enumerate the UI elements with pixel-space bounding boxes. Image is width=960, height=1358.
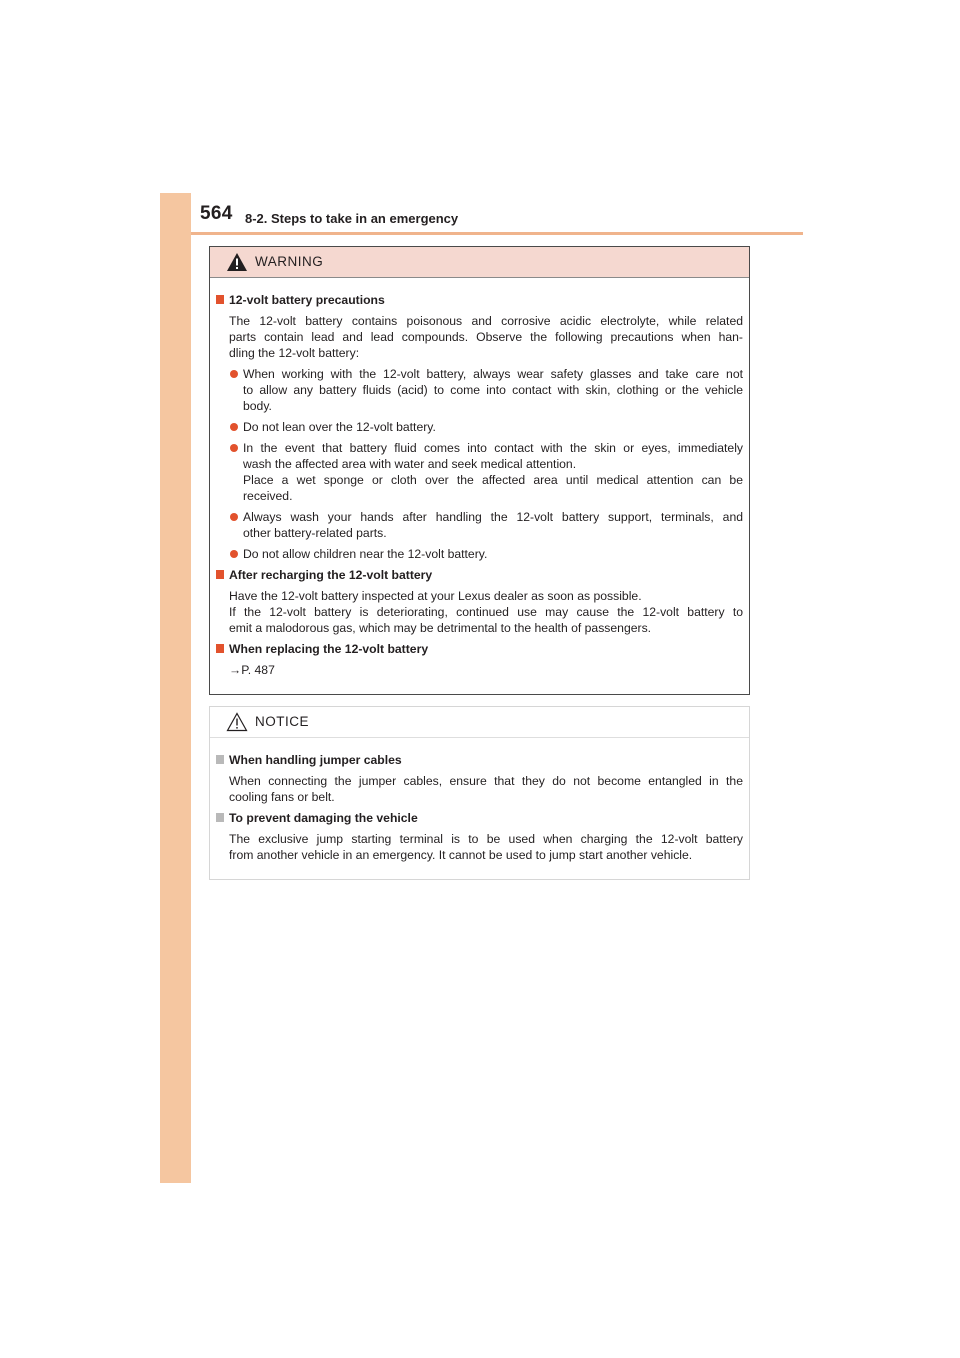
header-rule xyxy=(191,232,803,235)
text-line: Do not lean over the 12-volt battery. xyxy=(243,420,436,434)
text-line: wash the affected area with water and seek medical attention. xyxy=(243,457,577,471)
notice-header xyxy=(210,707,749,738)
heading-text: When replacing the 12-volt battery xyxy=(229,642,429,656)
text-line: emit a malodorous gas, which may be detrimental to the health of passengers. xyxy=(229,621,652,635)
side-color-strip xyxy=(160,193,191,1183)
text-line: cooling fans or belt. xyxy=(229,790,335,804)
text-line: parts contain lead and lead compounds. Observe the following precautions when han- xyxy=(229,330,743,344)
warning-header xyxy=(210,247,749,278)
notice-box xyxy=(209,706,750,880)
section-heading xyxy=(216,810,743,826)
round-bullet-icon xyxy=(230,513,238,521)
text-line: Do not allow children near the 12-volt battery. xyxy=(243,547,488,561)
square-bullet-icon xyxy=(216,813,224,822)
text-line: other battery-related parts. xyxy=(243,526,387,540)
text-line: If the 12-volt battery is deteriorating, continued use may cause the 12-volt battery to xyxy=(229,605,743,619)
bullet-item xyxy=(216,440,743,504)
heading-text: 12-volt battery precautions xyxy=(229,293,385,307)
bullet-item xyxy=(216,366,743,414)
text-line: The exclusive jump starting terminal is to be used when charging the 12-volt battery xyxy=(229,832,743,846)
section-heading xyxy=(216,567,743,583)
paragraph xyxy=(216,313,743,361)
square-bullet-icon xyxy=(216,570,224,579)
paragraph xyxy=(216,831,743,863)
text-line: Place a wet sponge or cloth over the affected area until medical attention can be xyxy=(243,473,743,487)
heading-text: When handling jumper cables xyxy=(229,753,402,767)
warning-triangle-icon xyxy=(226,252,248,272)
bullet-item xyxy=(216,419,743,435)
paragraph xyxy=(216,773,743,805)
caution-triangle-icon xyxy=(226,712,248,732)
heading-text: To prevent damaging the vehicle xyxy=(229,811,418,825)
warning-label: WARNING xyxy=(255,254,324,269)
notice-body xyxy=(210,738,749,863)
warning-body xyxy=(210,278,749,678)
section-heading xyxy=(216,641,743,657)
section-heading xyxy=(216,292,743,308)
paragraph xyxy=(216,662,743,678)
text-line: When connecting the jumper cables, ensure that they do not become entangled in the xyxy=(229,774,743,788)
notice-label: NOTICE xyxy=(255,714,310,729)
text-line: body. xyxy=(243,399,272,413)
text-line: received. xyxy=(243,489,293,503)
square-bullet-icon xyxy=(216,644,224,653)
text-line: Always wash your hands after handling the 12-volt battery support, terminals, and xyxy=(243,510,743,524)
paragraph xyxy=(216,588,743,636)
section-title: 8-2. Steps to take in an emergency xyxy=(245,211,459,226)
bullet-item xyxy=(216,546,743,562)
bullet-item xyxy=(216,509,743,541)
page-reference: →P. 487 xyxy=(229,663,275,677)
round-bullet-icon xyxy=(230,550,238,558)
heading-text: After recharging the 12-volt battery xyxy=(229,568,433,582)
text-line: dling the 12-volt battery: xyxy=(229,346,360,360)
page-number: 564 xyxy=(200,203,233,224)
text-line: Have the 12-volt battery inspected at your Lexus dealer as soon as possible. xyxy=(229,589,642,603)
section-heading xyxy=(216,752,743,768)
round-bullet-icon xyxy=(230,444,238,452)
square-bullet-icon xyxy=(216,755,224,764)
text-line: When working with the 12-volt battery, always wear safety glasses and take care not xyxy=(243,367,743,381)
round-bullet-icon xyxy=(230,370,238,378)
warning-box xyxy=(209,246,750,695)
text-line: from another vehicle in an emergency. It cannot be used to jump start another vehicle. xyxy=(229,848,693,862)
round-bullet-icon xyxy=(230,423,238,431)
square-bullet-icon xyxy=(216,295,224,304)
text-line: In the event that battery fluid comes into contact with the skin or eyes, immediately xyxy=(243,441,743,455)
text-line: to allow any battery fluids (acid) to come into contact with skin, clothing or the vehicle xyxy=(243,383,743,397)
text-line: The 12-volt battery contains poisonous and corrosive acidic electrolyte, while related xyxy=(229,314,743,328)
